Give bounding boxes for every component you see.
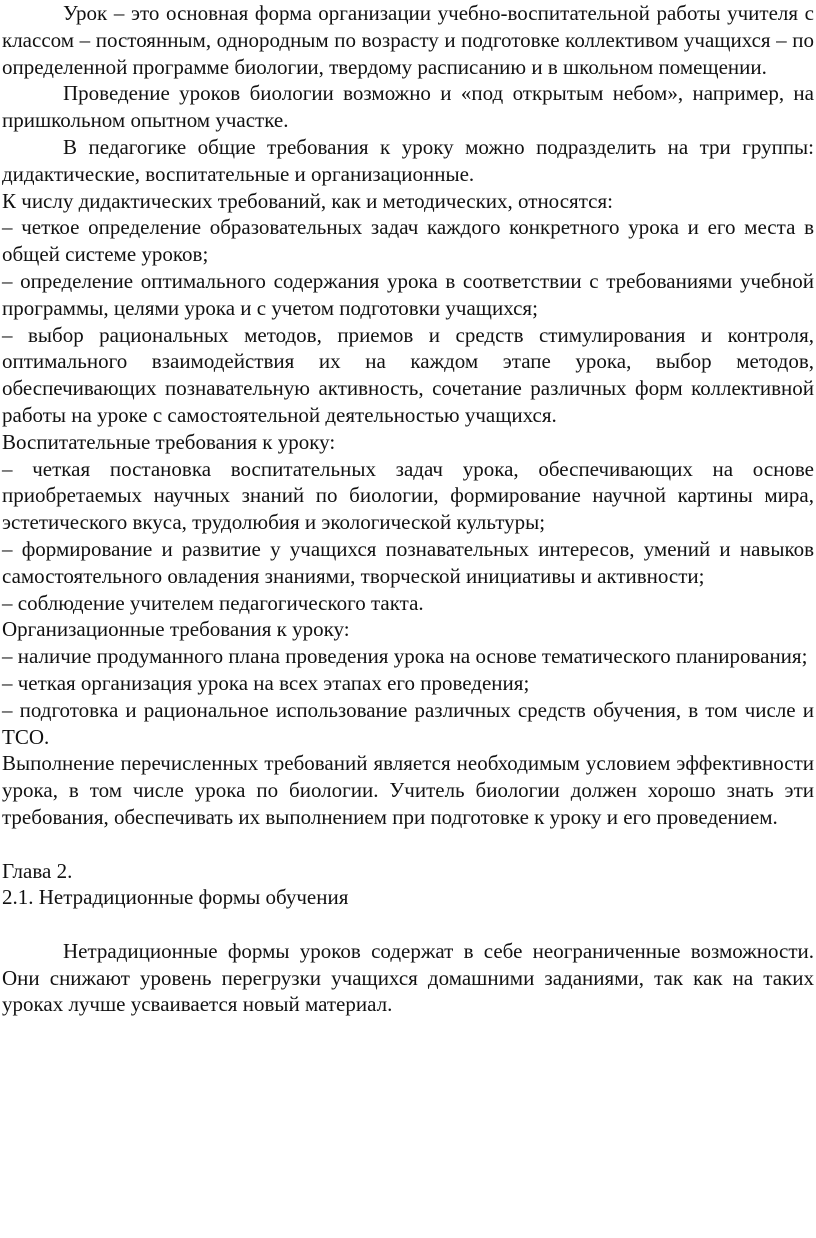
- list-item-organizational-2: – четкая организация урока на всех этапах его проведения;: [2, 670, 530, 695]
- paragraph-conclusion: Выполнение перечисленных требований является необходимым условием эффективности урока, в том числе урока по биологии. Учитель биологии должен хорошо знать эти требования, обеспечивать их выполнением при подготовке к уроку и его проведением.: [2, 751, 814, 829]
- paragraph-outdoor-lessons: Проведение уроков биологии возможно и «под открытым небом», например, на пришкольном опытном участке.: [2, 81, 814, 133]
- paragraph-nontraditional-forms: Нетрадиционные формы уроков содержат в себе неограниченные возможности. Они снижают уровень перегрузки учащихся домашними заданиями, так как на таких уроках лучше усваивается новый материал.: [2, 938, 814, 1017]
- paragraph-lesson-definition: Урок – это основная форма организации учебно-воспитательной работы учителя с классом – постоянным, однородным по возрасту и подготовке коллективом учащихся – по определенной программе биологии, твердому расписанию и в школьном помещении.: [2, 1, 814, 79]
- blank-line: [2, 831, 814, 858]
- paragraph-requirement-groups: В педагогике общие требования к уроку можно подразделить на три группы: дидактические, воспитательные и организационные.: [2, 134, 814, 186]
- list-item-educational-2: – формирование и развитие у учащихся познавательных интересов, умений и навыков самостоятельного овладения знаниями, творческой инициативы и активности;: [2, 536, 814, 588]
- list-item-didactic-2: – определение оптимального содержания урока в соответствии с требованиями учебной программы, целями урока и с учетом подготовки учащихся;: [2, 268, 814, 320]
- paragraph-didactic-heading: К числу дидактических требований, как и методических, относятся:: [2, 188, 613, 213]
- section-title: 2.1. Нетрадиционные формы обучения: [2, 885, 349, 910]
- chapter-label: Глава 2.: [2, 858, 73, 883]
- list-item-organizational-3: – подготовка и рациональное использование различных средств обучения, в том числе и ТСО.: [2, 697, 814, 749]
- list-item-didactic-1: – четкое определение образовательных задач каждого конкретного урока и его места в общей системе уроков;: [2, 215, 814, 267]
- blank-line: [2, 911, 814, 938]
- list-item-organizational-1: – наличие продуманного плана проведения урока на основе тематического планирования;: [2, 644, 808, 669]
- paragraph-organizational-heading: Организационные требования к уроку:: [2, 617, 350, 642]
- list-item-didactic-3: – выбор рациональных методов, приемов и средств стимулирования и контроля, оптимального взаимодействия их на каждом этапе урока, выбор методов, обеспечивающих познавательную активность, сочетание различных форм коллективной работы на уроке с самостоятельной деятельностью учащихся.: [2, 322, 814, 427]
- list-item-educational-1: – четкая постановка воспитательных задач урока, обеспечивающих на основе приобретаемых научных знаний по биологии, формирование научной картины мира, эстетического вкуса, трудолюбия и экологической культуры;: [2, 456, 814, 535]
- list-item-educational-3: – соблюдение учителем педагогического такта.: [2, 590, 424, 615]
- paragraph-educational-heading: Воспитательные требования к уроку:: [2, 429, 336, 454]
